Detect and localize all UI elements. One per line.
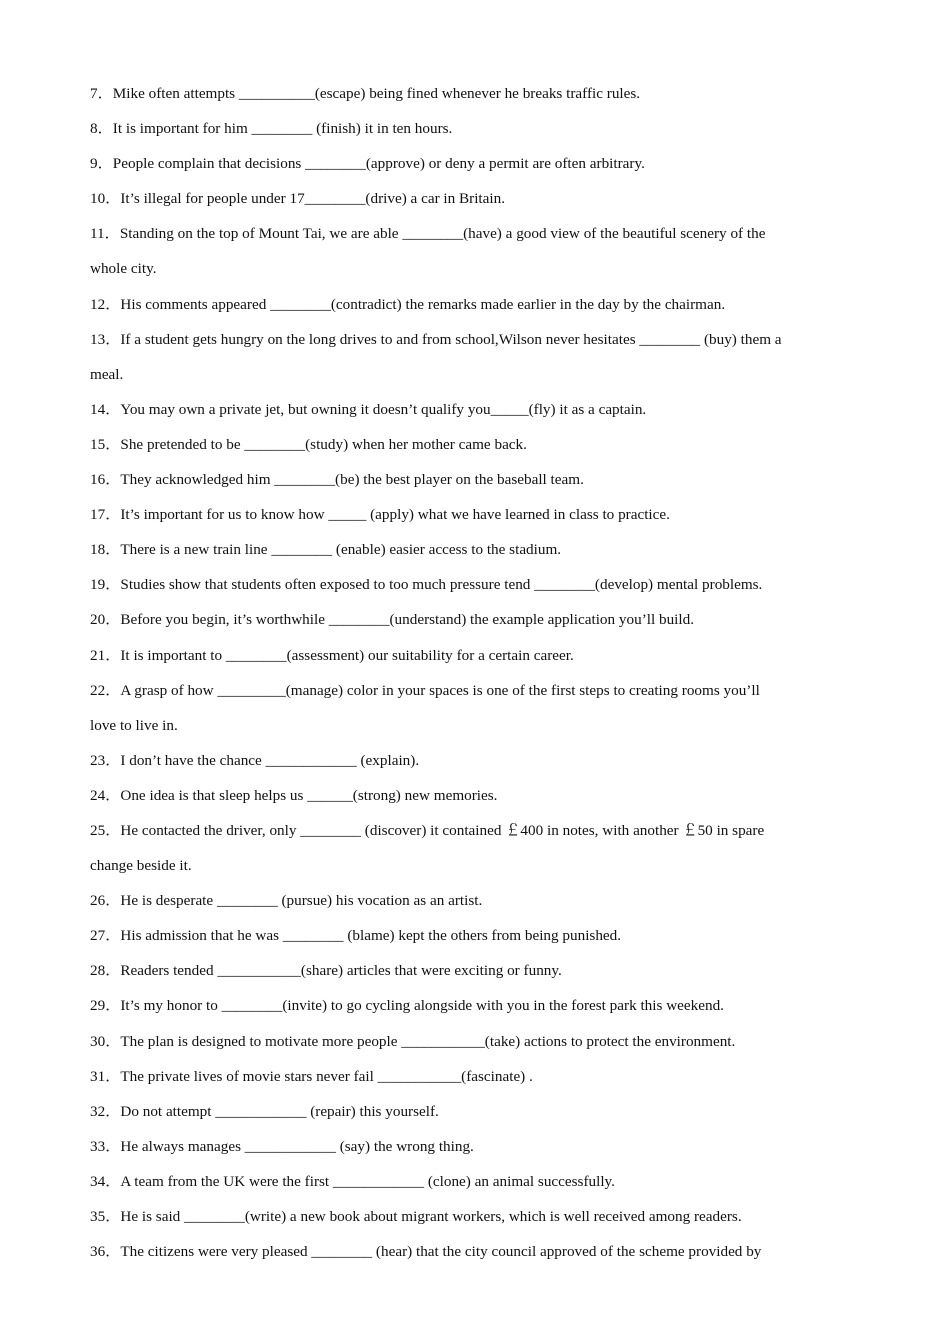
exercise-item: [90, 462, 860, 497]
exercise-number: 13．: [90, 330, 121, 348]
exercise-number: 16．: [90, 471, 121, 489]
exercise-item: [90, 392, 860, 427]
exercise-text: The citizens were very pleased ________ (hear) that the city council approved of the scheme provided by: [120, 1243, 762, 1261]
exercise-text: It is important for him ________ (finish) it in ten hours.: [112, 120, 453, 138]
exercise-item: [90, 76, 860, 111]
exercise-item: [90, 813, 860, 848]
exercise-item-continuation: [90, 708, 860, 743]
exercise-text: Before you begin, it’s worthwhile ________(understand) the example application you’ll build.: [120, 611, 694, 629]
exercise-item: [90, 988, 860, 1023]
exercise-number: 12．: [90, 295, 121, 313]
exercise-item-continuation: [90, 251, 860, 286]
exercise-item: [90, 146, 860, 181]
exercise-item: [90, 673, 860, 708]
exercise-item: [90, 918, 860, 953]
exercise-text: He is desperate ________ (pursue) his vocation as an artist.: [120, 892, 483, 910]
exercise-item: [90, 743, 860, 778]
exercise-text: love to live in.: [90, 716, 178, 734]
exercise-item: [90, 883, 860, 918]
exercise-text: meal.: [90, 365, 124, 383]
exercise-number: 23．: [90, 751, 121, 769]
exercise-number: 19．: [90, 576, 121, 594]
exercise-item: [90, 1129, 860, 1164]
exercise-text: If a student gets hungry on the long drives to and from school,Wilson never hesitates ________ (buy) them a: [120, 330, 782, 348]
exercise-number: 32．: [90, 1102, 121, 1120]
exercise-text: It is important to ________(assessment) our suitability for a certain career.: [120, 646, 574, 664]
exercise-number: 14．: [90, 400, 121, 418]
exercise-item: [90, 427, 860, 462]
exercise-text: whole city.: [90, 260, 157, 278]
exercise-number: 15．: [90, 435, 121, 453]
exercise-text: His admission that he was ________ (blame) kept the others from being punished.: [120, 927, 622, 945]
exercise-text: He contacted the driver, only ________ (discover) it contained ￡400 in notes, with another ￡50 in spare: [120, 821, 765, 839]
exercise-number: 9．: [90, 155, 113, 173]
exercise-item: [90, 1234, 860, 1269]
exercise-number: 11．: [90, 225, 120, 243]
exercise-item: [90, 497, 860, 532]
exercise-text: The private lives of movie stars never fail ___________(fascinate) .: [120, 1067, 533, 1085]
exercise-text: It’s important for us to know how _____ (apply) what we have learned in class to practice.: [120, 506, 670, 524]
exercise-number: 20．: [90, 611, 121, 629]
exercise-text: A grasp of how _________(manage) color in your spaces is one of the first steps to creating rooms you’ll: [120, 681, 760, 699]
exercise-text: They acknowledged him ________(be) the best player on the baseball team.: [120, 471, 584, 489]
exercise-number: 28．: [90, 962, 121, 980]
exercise-number: 30．: [90, 1032, 121, 1050]
exercise-number: 36．: [90, 1243, 121, 1261]
exercise-item: [90, 953, 860, 988]
exercise-item: [90, 181, 860, 216]
exercise-item-continuation: [90, 357, 860, 392]
exercise-number: 31．: [90, 1067, 121, 1085]
exercise-item: [90, 1164, 860, 1199]
exercise-item: [90, 111, 860, 146]
exercise-text: People complain that decisions ________(approve) or deny a permit are often arbitrary.: [112, 155, 645, 173]
exercise-number: 10．: [90, 190, 121, 208]
exercise-text: Studies show that students often exposed to too much pressure tend ________(develop) mental problems.: [120, 576, 763, 594]
exercise-number: 8．: [90, 120, 113, 138]
exercise-item: [90, 1059, 860, 1094]
exercise-list: [90, 76, 860, 1269]
exercise-text: There is a new train line ________ (enable) easier access to the stadium.: [120, 541, 562, 559]
exercise-item: [90, 1094, 860, 1129]
exercise-text: I don’t have the chance ____________ (explain).: [120, 751, 420, 769]
exercise-item: [90, 778, 860, 813]
exercise-number: 22．: [90, 681, 121, 699]
exercise-item: [90, 602, 860, 637]
exercise-number: 25．: [90, 821, 121, 839]
exercise-item: [90, 638, 860, 673]
exercise-item: [90, 1024, 860, 1059]
exercise-number: 21．: [90, 646, 121, 664]
exercise-text: A team from the UK were the first ____________ (clone) an animal successfully.: [120, 1172, 615, 1190]
exercise-text: It’s my honor to ________(invite) to go cycling alongside with you in the forest park this weekend.: [120, 997, 724, 1015]
exercise-text: Mike often attempts __________(escape) being fined whenever he breaks traffic rules.: [112, 85, 641, 102]
exercise-text: Do not attempt ____________ (repair) this yourself.: [120, 1102, 439, 1120]
exercise-item: [90, 287, 860, 322]
exercise-number: 29．: [90, 997, 121, 1015]
exercise-number: 26．: [90, 892, 121, 910]
exercise-text: One idea is that sleep helps us ______(strong) new memories.: [120, 786, 498, 804]
exercise-number: 7．: [90, 85, 113, 102]
exercise-number: 27．: [90, 927, 121, 945]
exercise-text: Readers tended ___________(share) articles that were exciting or funny.: [120, 962, 562, 980]
exercise-text: Standing on the top of Mount Tai, we are able ________(have) a good view of the beautiful scenery of the: [119, 225, 766, 243]
exercise-item: [90, 532, 860, 567]
exercise-text: He is said ________(write) a new book about migrant workers, which is well received among readers.: [120, 1208, 742, 1225]
exercise-item: [90, 216, 860, 251]
exercise-number: 18．: [90, 541, 121, 559]
exercise-number: 35．: [90, 1208, 121, 1225]
exercise-item: [90, 567, 860, 602]
exercise-item: [90, 322, 860, 357]
exercise-item-continuation: [90, 848, 860, 883]
exercise-number: 24．: [90, 786, 121, 804]
exercise-number: 17．: [90, 506, 121, 524]
exercise-number: 33．: [90, 1137, 121, 1155]
exercise-text: You may own a private jet, but owning it doesn’t qualify you_____(fly) it as a captain.: [120, 400, 647, 418]
exercise-text: She pretended to be ________(study) when her mother came back.: [120, 435, 527, 453]
exercise-text: It’s illegal for people under 17________(drive) a car in Britain.: [120, 190, 506, 208]
exercise-number: 34．: [90, 1172, 121, 1190]
exercise-text: He always manages ____________ (say) the wrong thing.: [120, 1137, 474, 1155]
exercise-item: [90, 1199, 860, 1234]
exercise-text: His comments appeared ________(contradict) the remarks made earlier in the day by the chairman.: [120, 295, 726, 313]
exercise-text: change beside it.: [90, 857, 192, 875]
exercise-text: The plan is designed to motivate more people ___________(take) actions to protect the environment.: [120, 1032, 736, 1050]
